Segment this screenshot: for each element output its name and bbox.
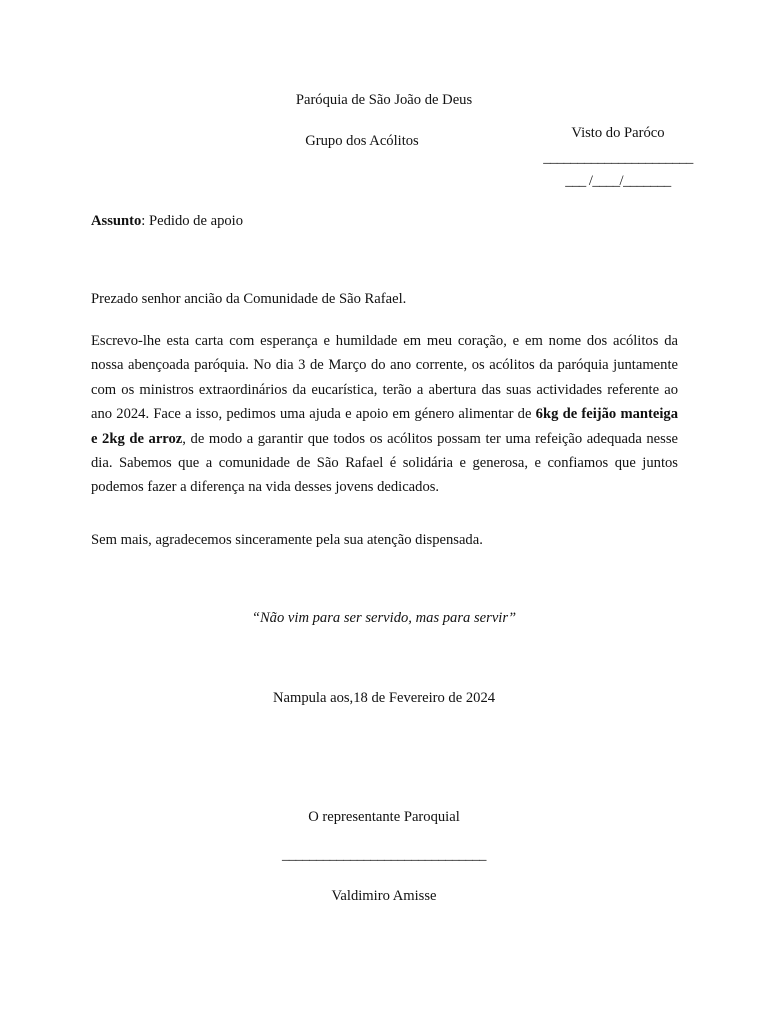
representative-name: Valdimiro Amisse xyxy=(331,888,437,904)
approval-signature-line: ______________________ xyxy=(543,150,693,166)
subject-line xyxy=(91,213,243,230)
subject-label: Assunto xyxy=(91,213,142,229)
subject-text: : Pedido de apoio xyxy=(141,213,244,229)
greeting: Prezado senhor ancião da Comunidade de São Rafael. xyxy=(91,291,407,307)
place-date: Nampula aos,18 de Fevereiro de 2024 xyxy=(272,690,496,706)
representative-title: O representante Paroquial xyxy=(308,809,460,825)
parish-name: Paróquia de São João de Deus xyxy=(295,92,473,108)
group-name: Grupo dos Acólitos xyxy=(305,133,419,149)
approval-date-line: ___ /____/_______ xyxy=(565,173,671,189)
approval-label: Visto do Paróco xyxy=(571,125,665,141)
motto-quote: “Não vim para ser servido, mas para servir” xyxy=(251,610,517,626)
body-text-bold: 6kg de feijão manteiga e 2kg de arroz xyxy=(91,406,678,447)
closing-line: Sem mais, agradecemos sinceramente pela sua atenção dispensada. xyxy=(91,532,483,548)
signature-line: ______________________________ xyxy=(282,847,486,863)
body-text-part2: , de modo a garantir que todos os acólitos possam ter uma refeição adequada nesse dia. Sabemos que a comunidade de São Rafael é solidária e generosa, e confiamos que juntos podemos fazer a diferença na vida desses jovens dedicados. xyxy=(91,430,678,496)
approval-block xyxy=(530,125,706,190)
body-paragraph xyxy=(91,329,678,500)
body-text-part1: Escrevo-lhe esta carta com esperança e humildade em meu coração, e em nome dos acólitos da nossa abençoada paróquia. No dia 3 de Março do ano corrente, os acólitos da paróquia juntamente com os ministros extraordinários da eucarística, terão a abertura das suas actividades referente ao ano 2024. Face a isso, pedimos uma ajuda e apoio em género alimentar de xyxy=(91,333,678,423)
